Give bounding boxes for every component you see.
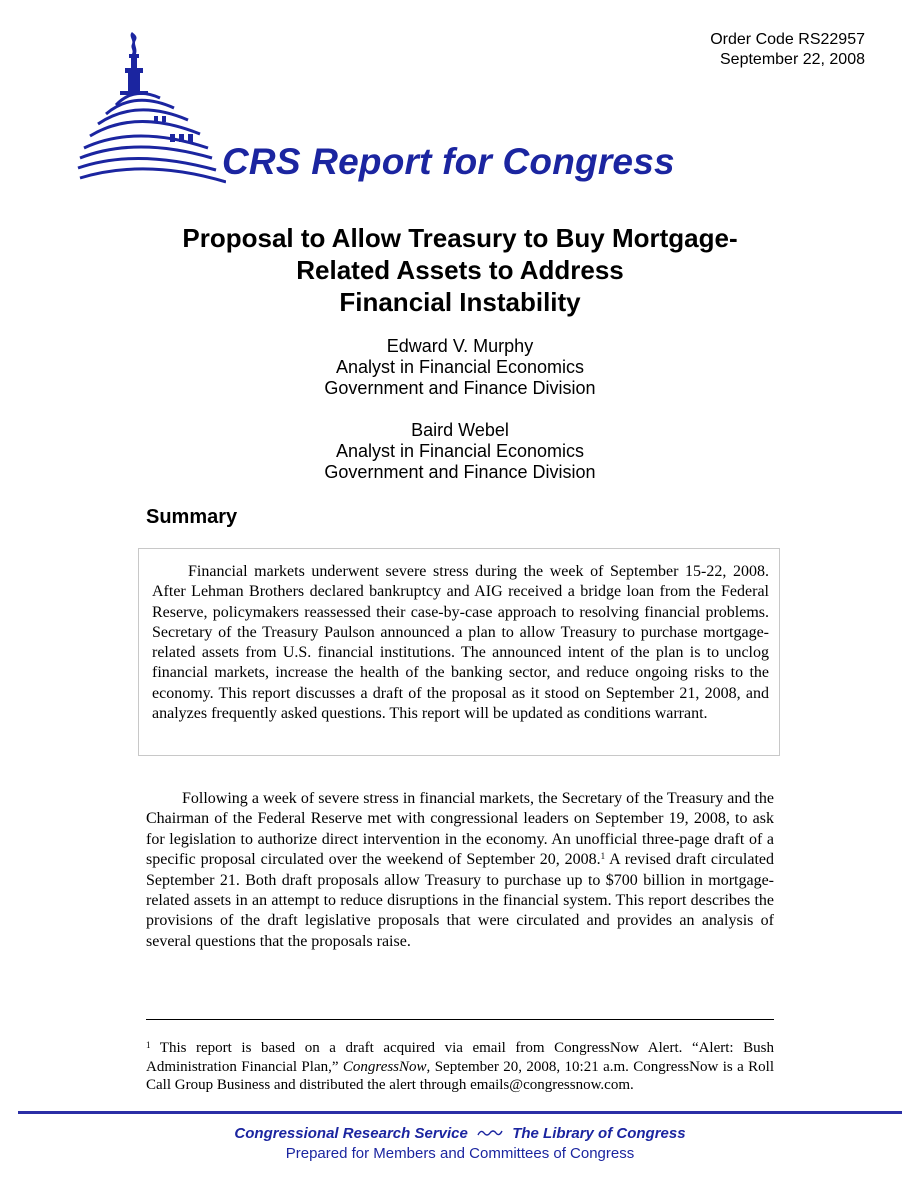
author-division: Government and Finance Division <box>324 462 596 482</box>
report-title-line-3: Financial Instability <box>339 287 581 317</box>
report-date: September 22, 2008 <box>720 51 865 68</box>
author-block <box>160 336 760 399</box>
report-title <box>110 222 810 318</box>
footnote-reference[interactable]: 1 <box>600 851 606 862</box>
author-block <box>160 420 760 483</box>
footnote-text-part-1: This report is based on a draft acquired via email from CongressNow Alert. “Alert: Bush Administration Financial Plan,” <box>146 1040 774 1075</box>
author-division: Government and Finance Division <box>324 378 596 398</box>
footnote-source-title: CongressNow <box>342 1058 427 1075</box>
body-text-part-2: A revised draft circulated September 21. Both draft proposals allow Treasury to purchase up to $700 billion in mortgage-related assets in an attempt to reduce disruptions in the financial system. This report describes the provisions of the draft legislative proposals that were circulated and provides an analysis of several questions that the proposals raise. <box>146 851 774 950</box>
order-code-block <box>710 30 865 70</box>
footer-organizations <box>0 1125 920 1142</box>
body-paragraph <box>146 789 774 952</box>
footnote-text-part-2: , September 20, 2008, 10:21 a.m. CongressNow is a Roll Call Group Business and distributed the alert through emails@congressnow.com. <box>146 1058 774 1093</box>
author-name: Edward V. Murphy <box>386 336 534 356</box>
report-title-line-2: Related Assets to Address <box>296 255 624 285</box>
footer-ornament-icon <box>477 1125 503 1142</box>
order-code: Order Code RS22957 <box>710 31 865 48</box>
footnote-number: 1 <box>146 1040 151 1050</box>
footer-prepared-for: Prepared for Members and Committees of Congress <box>285 1145 635 1162</box>
author-name: Baird Webel <box>411 420 509 440</box>
capitol-dome-logo-icon <box>76 30 226 190</box>
summary-text: Financial markets underwent severe stress during the week of September 15-22, 2008. After Lehman Brothers declared bankruptcy and AIG received a bridge loan from the Federal Reserve, policymakers reassessed their case-by-case approach to resolving financial problems. Secretary of the Treasury Paulson announced a plan to allow Treasury to purchase mortgage-related assets from U.S. financial institutions. The announced intent of the plan is to unclog financial markets, increase the health of the banking sector, and reduce ongoing risks to the economy. This report discusses a draft of the proposal as it stood on September 21, 2008, and analyzes frequently asked questions. This report will be updated as conditions warrant. <box>152 563 769 723</box>
report-title-line-1: Proposal to Allow Treasury to Buy Mortgage- <box>182 223 738 253</box>
footer-library-name: The Library of Congress <box>512 1125 686 1142</box>
author-role: Analyst in Financial Economics <box>335 441 585 461</box>
author-role: Analyst in Financial Economics <box>335 357 585 377</box>
footer-divider <box>18 1111 902 1114</box>
footnote <box>146 1039 774 1095</box>
body-text-part-1: Following a week of severe stress in financial markets, the Secretary of the Treasury and the Chairman of the Federal Reserve met with congressional leaders on September 19, 2008, to ask for legislation to authorize direct intervention in the economy. An unofficial three-page draft of a specific proposal circulated over the weekend of September 20, 2008. <box>146 790 774 869</box>
summary-heading: Summary <box>146 506 238 528</box>
crs-report-title-logo: CRS Report for Congress <box>222 141 675 182</box>
footer-crs-name: Congressional Research Service <box>234 1125 468 1142</box>
footnote-divider <box>146 1019 774 1020</box>
